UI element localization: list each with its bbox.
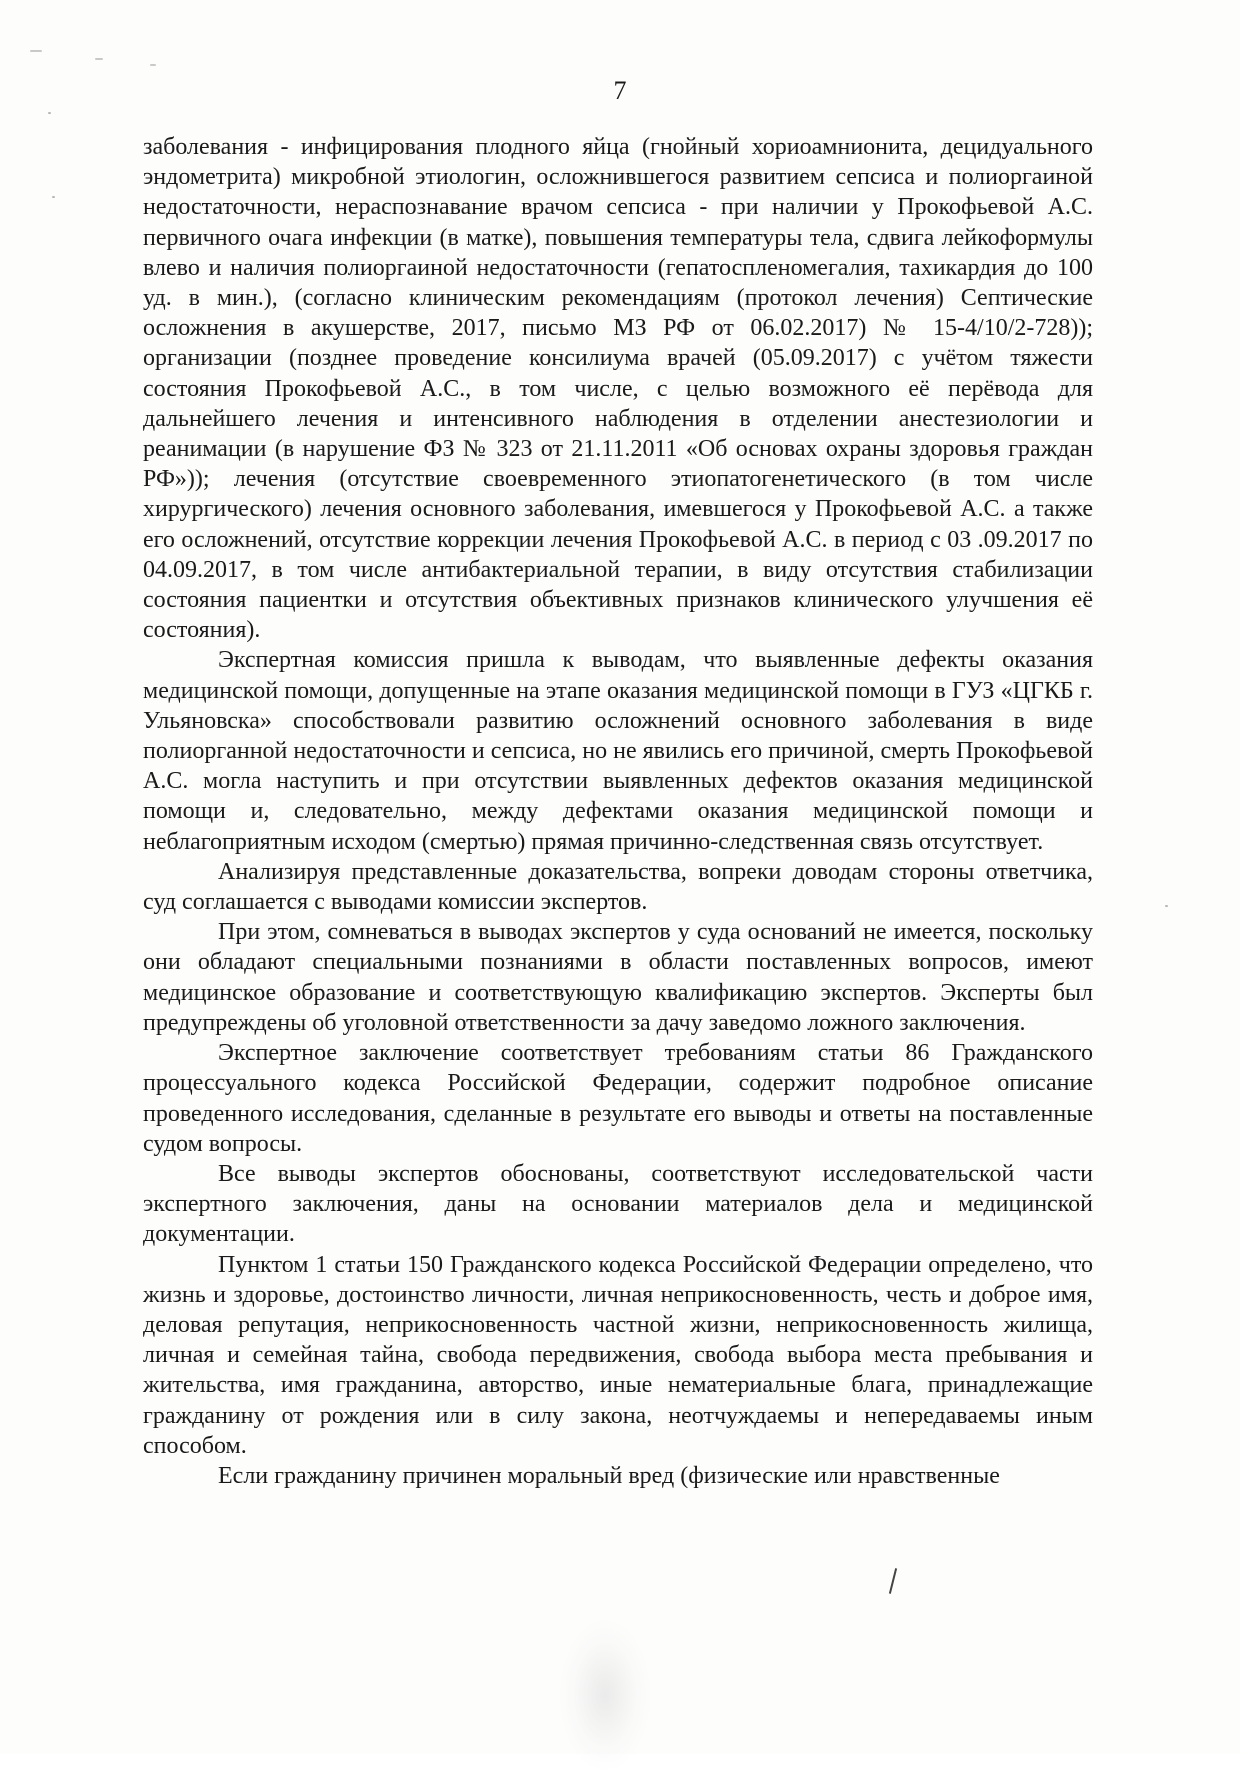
scan-artifact xyxy=(560,1620,650,1770)
pen-mark xyxy=(889,1568,897,1594)
document-body xyxy=(143,132,1093,1491)
scan-artifact xyxy=(150,64,156,66)
paragraph: Если гражданину причинен моральный вред (физические или нравственные xyxy=(218,1462,1000,1489)
scan-artifact xyxy=(52,196,55,198)
page-number: 7 xyxy=(613,76,627,105)
paragraph: Все выводы экспертов обоснованы, соответствуют исследовательской части экспертного заключения, даны на основании материалов дела и медицинской документации. xyxy=(143,1160,1093,1248)
scan-artifact xyxy=(95,58,103,60)
paragraph: При этом, сомневаться в выводах экспертов у суда оснований не имеется, поскольку они обладают специальными познаниями в области поставленных вопросов, имеют медицинское образование и соответствующую квалификацию экспертов. Эксперты был предупреждены об уголовной ответственности за дачу заведомо ложного заключения. xyxy=(143,919,1093,1036)
paragraph-continuation: заболевания - инфицирования плодного яйца (гнойный хориоамнионита, децидуального эндометрита) микробной этиологин, осложнившегося развитием сепсиса и полиоргаиной недостаточности, нераспознавание врачом сепсиса - при наличии у Прокофьевой А.С. первичного очага инфекции (в матке), повышения температуры тела, сдвига лейкоформулы влево и наличия полиоргаиной недостаточности (гепатоспленомегалия, тахикардия до 100 уд. в мин.), (согласно клиническим рекомендациям (протокол лечения) Септические осложнения в акушерстве, 2017, письмо МЗ РФ от 06.02.2017) № 15-4/10/2-728)); организации (позднее проведение консилиума врачей (05.09.2017) с учётом тяжести состояния Прокофьевой А.С., в том числе, с целью возможного её перёвода для дальнейшего лечения и интенсивного наблюдения в отделении анестезиологии и реанимации (в нарушение ФЗ № 323 от 21.11.2011 «Об основах охраны здоровья граждан РФ»)); лечения (отсутствие своевременного этиопатогенетического (в том числе хирургического) лечения основного заболевания, имевшегося у Прокофьевой А.С. а также его осложнений, отсутствие коррекции лечения Прокофьевой А.С. в период с 03 .09.2017 по 04.09.2017, в том числе антибактериальной терапии, в виду отсутствия стабилизации состояния пациентки и отсутствия объективных признаков клинического улучшения её состояния). xyxy=(143,134,1093,644)
scan-artifact xyxy=(1165,905,1168,907)
paragraph: Экспертная комиссия пришла к выводам, что выявленные дефекты оказания медицинской помощи, допущенные на этапе оказания медицинской помощи в ГУЗ «ЦГКБ г. Ульяновска» способствовали развитию осложнений основного заболевания в виде полиорганной недостаточности и сепсиса, но не явились его причиной, смерть Прокофьевой А.С. могла наступить и при отсутствии выявленных дефектов оказания медицинской помощи и, следовательно, между дефектами оказания медицинской помощи и неблагоприятным исходом (смертью) прямая причинно-следственная связь отсутствует. xyxy=(143,647,1093,855)
paragraph: Пунктом 1 статьи 150 Гражданского кодекса Российской Федерации определено, что жизнь и здоровье, достоинство личности, личная неприкосновенность, честь и доброе имя, деловая репутация, неприкосновенность частной жизни, неприкосновенность жилища, личная и семейная тайна, свобода передвижения, свобода выбора места пребывания и жительства, имя гражданина, авторство, иные нематериальные блага, принадлежащие гражданину от рождения или в силу закона, неотчуждаемы и непередаваемы иным способом. xyxy=(143,1251,1093,1459)
scan-artifact xyxy=(30,50,42,52)
scan-artifact xyxy=(48,112,51,114)
paragraph: Анализируя представленные доказательства, вопреки доводам стороны ответчика, суд соглашается с выводами комиссии экспертов. xyxy=(143,858,1093,916)
paragraph: Экспертное заключение соответствует требованиям статьи 86 Гражданского процессуального кодекса Российской Федерации, содержит подробное описание проведенного исследования, сделанные в результате его выводы и ответы на поставленные судом вопросы. xyxy=(143,1040,1093,1157)
